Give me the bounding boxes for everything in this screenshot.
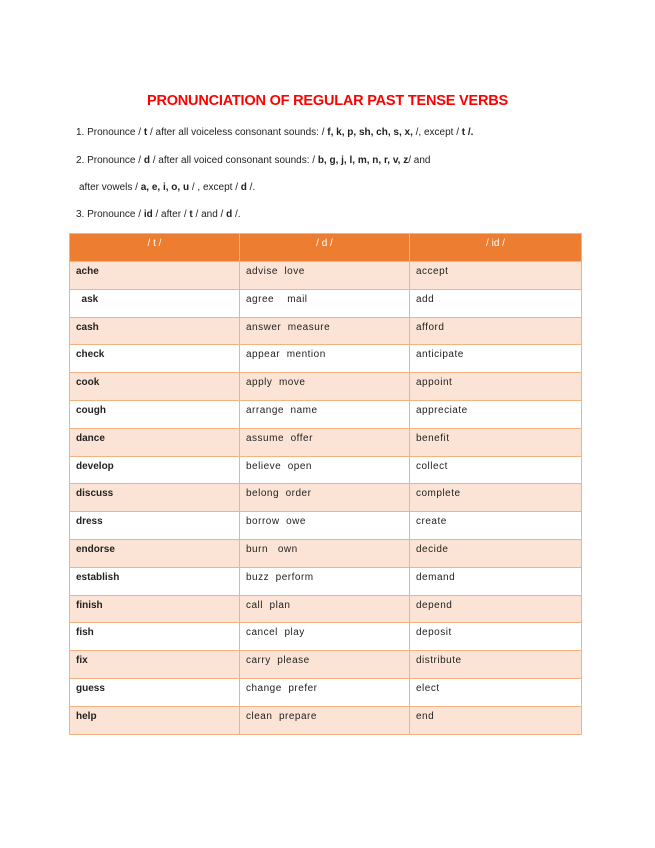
table-row <box>70 678 582 706</box>
cell-t-verb: fish <box>70 623 240 651</box>
rule-2-text: / and <box>408 155 431 166</box>
table-row <box>70 567 582 595</box>
cell-t-verb: cough <box>70 400 240 428</box>
table-row <box>70 651 582 679</box>
rule-2-sound: d <box>143 155 150 166</box>
table-row <box>70 400 582 428</box>
cell-t-verb: help <box>70 706 240 734</box>
rule-2-text: / , except / <box>189 182 241 193</box>
rule-1-sound: t <box>143 127 148 138</box>
cell-t-verb: establish <box>70 567 240 595</box>
rule-1-text: /, except / <box>412 127 462 138</box>
cell-d-verbs: carry please <box>240 651 410 679</box>
cell-t-verb: cash <box>70 317 240 345</box>
cell-d-verbs: apply move <box>240 373 410 401</box>
table-row <box>70 289 582 317</box>
cell-t-verb: fix <box>70 651 240 679</box>
table-row <box>70 595 582 623</box>
rule-2 <box>76 155 596 166</box>
cell-id-verb: collect <box>410 456 582 484</box>
cell-d-verbs: clean prepare <box>240 706 410 734</box>
cell-d-verbs: assume offer <box>240 428 410 456</box>
cell-t-verb: dress <box>70 512 240 540</box>
cell-t-verb: guess <box>70 678 240 706</box>
cell-d-verbs: agree mail <box>240 289 410 317</box>
rule-3-text: / after / <box>152 209 190 220</box>
cell-d-verbs: borrow owe <box>240 512 410 540</box>
cell-t-verb: check <box>70 345 240 373</box>
verbs-table <box>69 233 582 735</box>
cell-id-verb: elect <box>410 678 582 706</box>
table-row <box>70 539 582 567</box>
rule-3-sound: id <box>143 209 153 220</box>
rule-3-d: d <box>226 209 233 220</box>
rule-3-text: 3. Pronounce / <box>76 209 144 220</box>
page-title: PRONUNCIATION OF REGULAR PAST TENSE VERBS <box>146 93 509 109</box>
rule-3-text: /. <box>232 209 241 220</box>
cell-d-verbs: arrange name <box>240 400 410 428</box>
table-body <box>70 262 582 735</box>
cell-d-verbs: call plan <box>240 595 410 623</box>
cell-t-verb: ask <box>70 289 240 317</box>
cell-id-verb: appoint <box>410 373 582 401</box>
cell-d-verbs: appear mention <box>240 345 410 373</box>
rule-2-text: after vowels / <box>79 182 141 193</box>
cell-d-verbs: advise love <box>240 262 410 290</box>
rule-2-letters: b, g, j, l, m, n, r, v, z <box>317 155 409 166</box>
rule-1-text: / after all voiceless consonant sounds: / <box>147 127 328 138</box>
cell-id-verb: end <box>410 706 582 734</box>
rule-1-text: 1. Pronounce / <box>76 127 144 138</box>
cell-t-verb: ache <box>70 262 240 290</box>
cell-id-verb: complete <box>410 484 582 512</box>
table-row <box>70 623 582 651</box>
rule-1 <box>76 127 596 138</box>
table-row <box>70 373 582 401</box>
table-row <box>70 484 582 512</box>
table-header-row <box>70 234 582 262</box>
cell-d-verbs: cancel play <box>240 623 410 651</box>
rule-2-text: / after all voiced consonant sounds: / <box>149 155 318 166</box>
cell-d-verbs: believe open <box>240 456 410 484</box>
table-row <box>70 262 582 290</box>
cell-d-verbs: burn own <box>240 539 410 567</box>
table-row <box>70 706 582 734</box>
cell-t-verb: finish <box>70 595 240 623</box>
rule-3-t: t <box>189 209 193 220</box>
cell-id-verb: anticipate <box>410 345 582 373</box>
cell-id-verb: depend <box>410 595 582 623</box>
cell-id-verb: afford <box>410 317 582 345</box>
cell-d-verbs: answer measure <box>240 317 410 345</box>
table-row <box>70 512 582 540</box>
header-d: / d / <box>240 234 410 262</box>
cell-id-verb: distribute <box>410 651 582 679</box>
cell-t-verb: cook <box>70 373 240 401</box>
rule-3-text: / and / <box>192 209 227 220</box>
header-t: / t / <box>70 234 240 262</box>
rule-1-exception: t /. <box>461 127 474 138</box>
rule-2-text: 2. Pronounce / <box>76 155 144 166</box>
cell-t-verb: develop <box>70 456 240 484</box>
table-row <box>70 345 582 373</box>
cell-d-verbs: buzz perform <box>240 567 410 595</box>
cell-id-verb: create <box>410 512 582 540</box>
cell-id-verb: demand <box>410 567 582 595</box>
cell-t-verb: dance <box>70 428 240 456</box>
header-id: / id / <box>410 234 582 262</box>
rule-3 <box>76 209 596 220</box>
cell-d-verbs: change prefer <box>240 678 410 706</box>
table-row <box>70 456 582 484</box>
cell-t-verb: discuss <box>70 484 240 512</box>
cell-id-verb: deposit <box>410 623 582 651</box>
cell-id-verb: decide <box>410 539 582 567</box>
cell-id-verb: appreciate <box>410 400 582 428</box>
table-row <box>70 317 582 345</box>
rule-2-text: /. <box>246 182 256 193</box>
cell-id-verb: benefit <box>410 428 582 456</box>
cell-d-verbs: belong order <box>240 484 410 512</box>
rule-1-letters: f, k, p, sh, ch, s, x, <box>327 127 413 138</box>
rule-2-vowels: a, e, i, o, u <box>140 182 190 193</box>
rule-2-continued <box>79 182 599 193</box>
cell-id-verb: add <box>410 289 582 317</box>
cell-id-verb: accept <box>410 262 582 290</box>
rule-2-exception: d <box>240 182 247 193</box>
table-row <box>70 428 582 456</box>
cell-t-verb: endorse <box>70 539 240 567</box>
